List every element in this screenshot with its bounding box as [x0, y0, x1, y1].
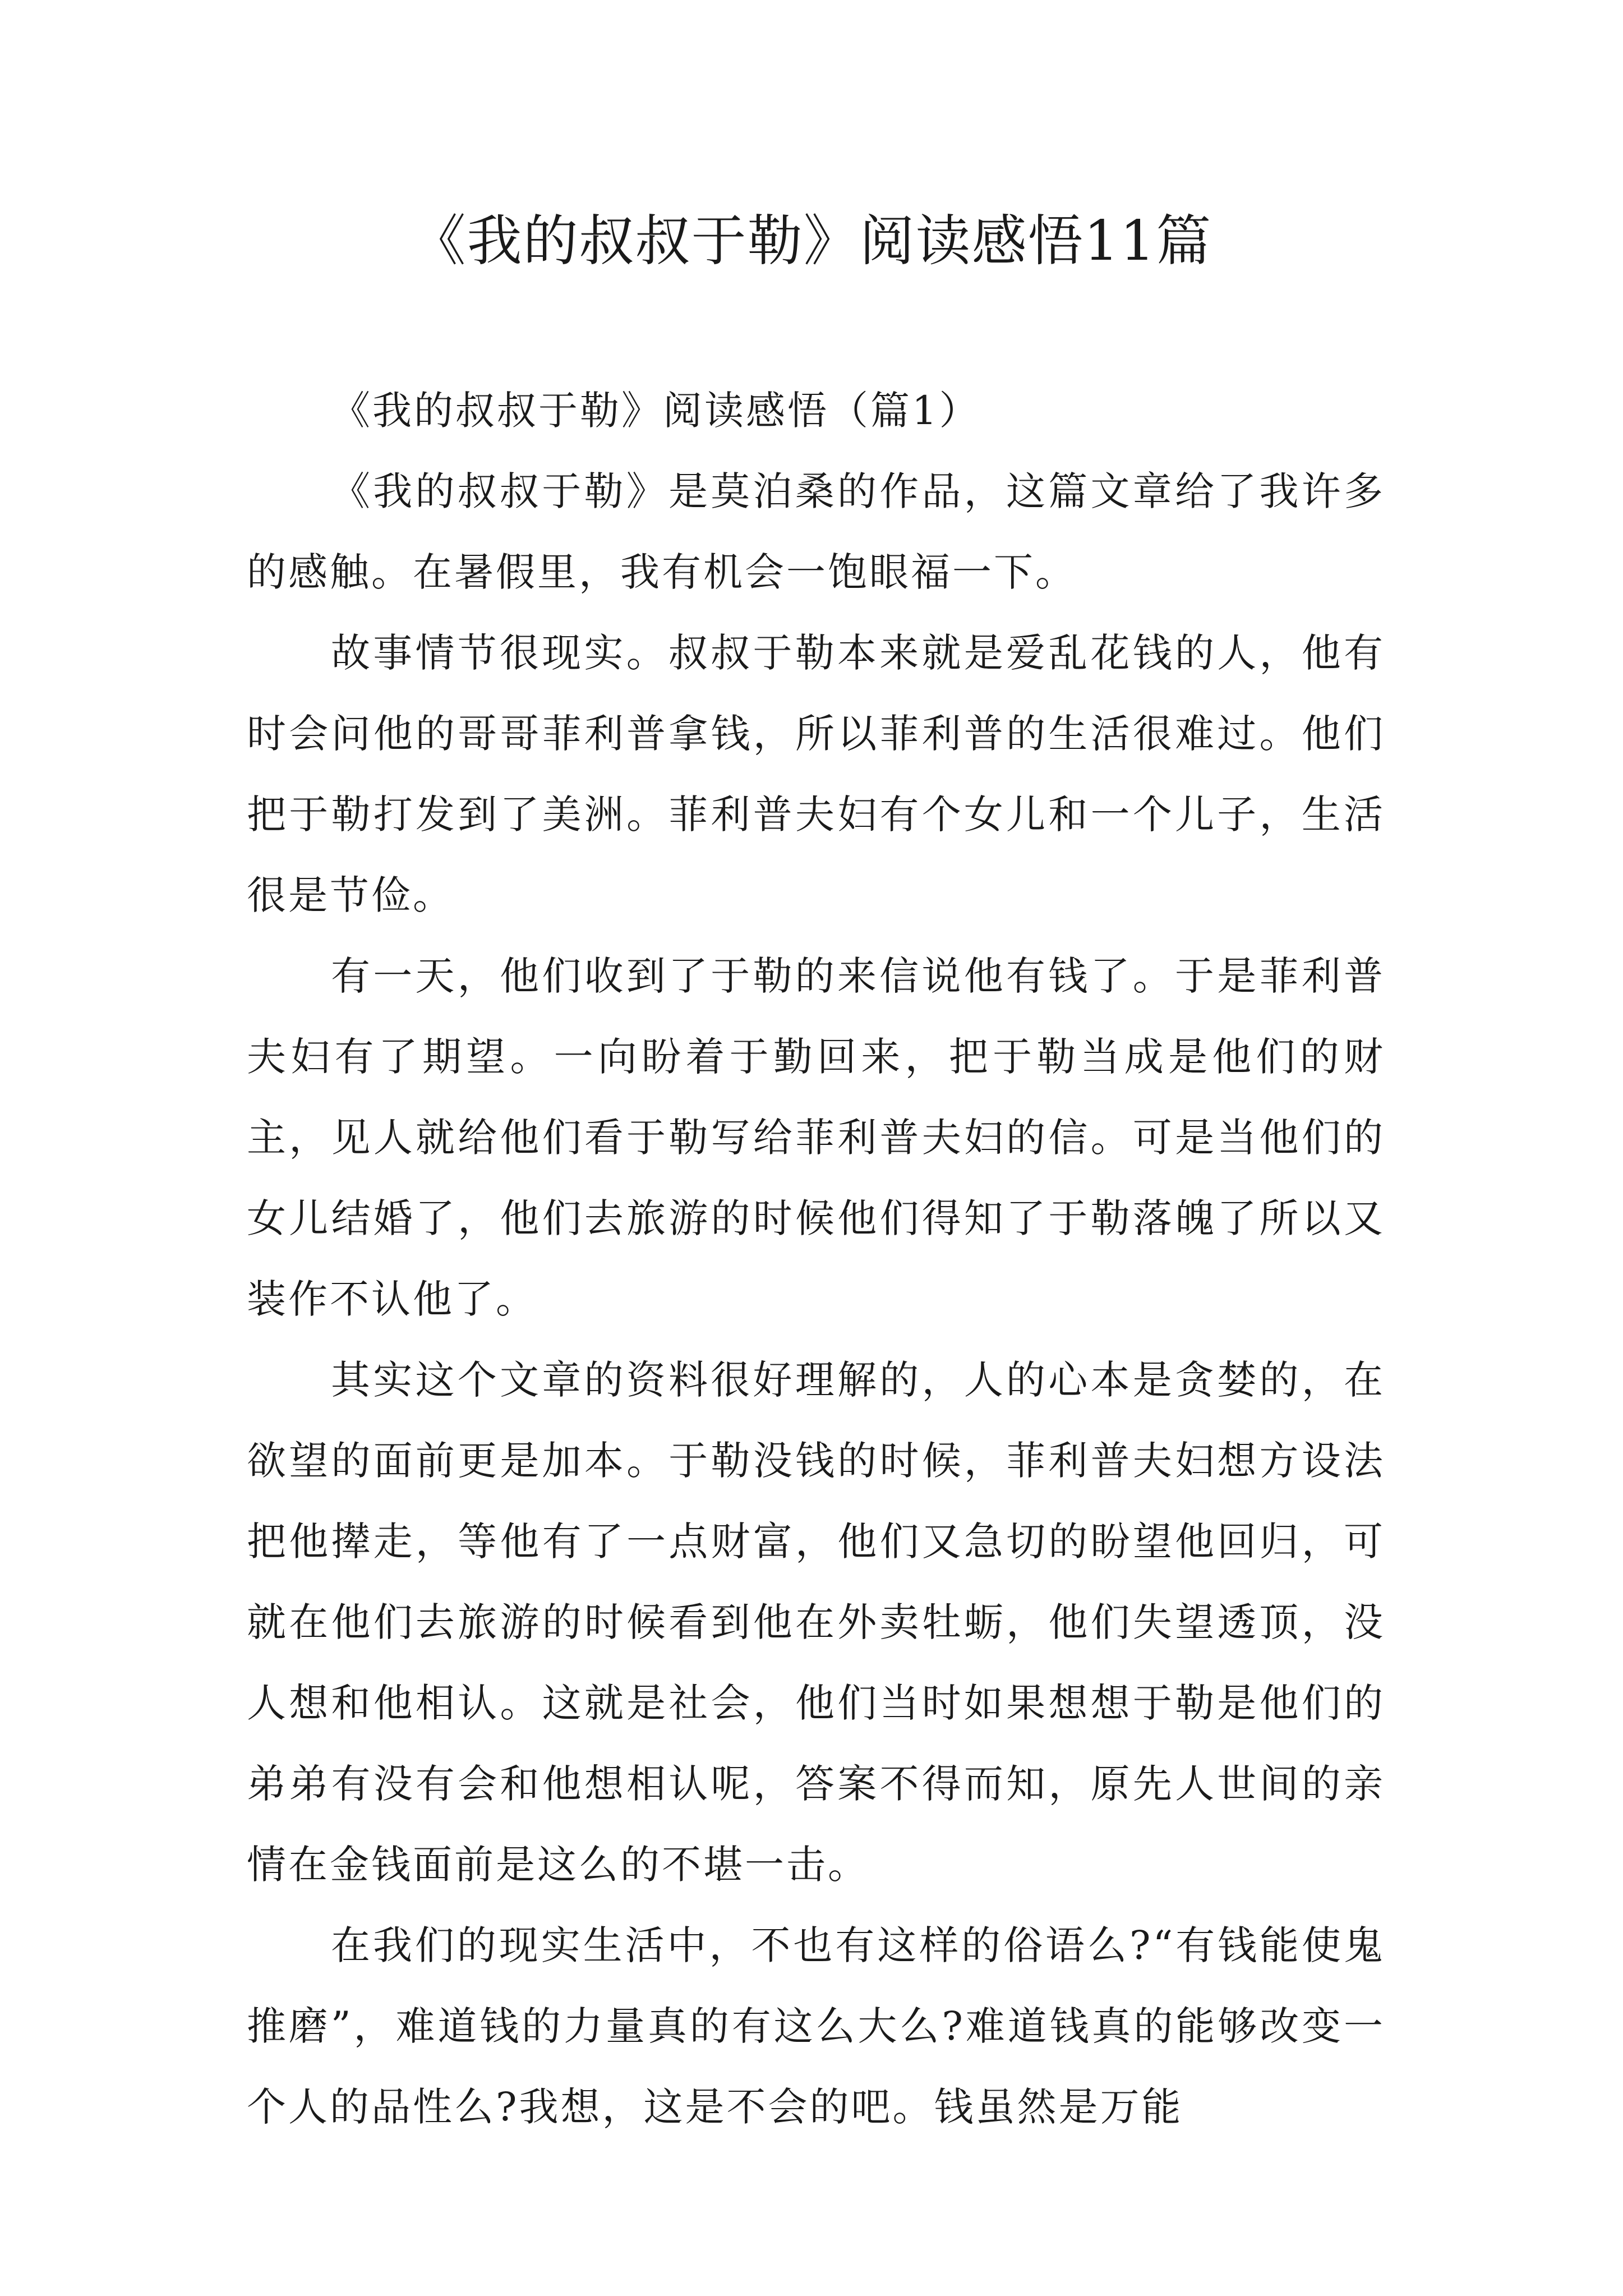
body-paragraph: 有一天，他们收到了于勒的来信说他有钱了。于是菲利普夫妇有了期望。一向盼着于勤回来，把于勒当成是他们的财主，见人就给他们看于勒写给菲利普夫妇的信。可是当他们的女儿结婚了，他们去旅游的时候他们得知了于勒落魄了所以又装作不认他了。 — [247, 953, 1385, 1322]
body-paragraph: 在我们的现实生活中，不也有这样的俗语么?“有钱能使鬼推磨”，难道钱的力量真的有这么大么?难道钱真的能够改变一个人的品性么?我想，这是不会的吧。钱虽然是万能 — [247, 1922, 1385, 2130]
section-heading: 《我的叔叔于勒》阅读感悟（篇1） — [331, 388, 981, 434]
body-paragraph: 《我的叔叔于勒》是莫泊桑的作品，这篇文章给了我许多的感触。在暑假里，我有机会一饱眼福一下。 — [247, 468, 1385, 595]
document-title: 《我的叔叔于勒》阅读感悟11篇 — [411, 209, 1212, 273]
body-paragraph: 其实这个文章的资料很好理解的，人的心本是贪婪的，在欲望的面前更是加本。于勒没钱的时候，菲利普夫妇想方设法把他撵走，等他有了一点财富，他们又急切的盼望他回归，可就在他们去旅游的时候看到他在外卖牡蛎，他们失望透顶，没人想和他相认。这就是社会，他们当时如果想想于勒是他们的弟弟有没有会和他想相认呢，答案不得而知，原先人世间的亲情在金钱面前是这么的不堪一击。 — [247, 1357, 1385, 1888]
body-paragraph: 故事情节很现实。叔叔于勒本来就是爱乱花钱的人，他有时会问他的哥哥菲利普拿钱，所以菲利普的生活很难过。他们把于勒打发到了美洲。菲利普夫妇有个女儿和一个儿子，生活很是节俭。 — [247, 630, 1385, 918]
document-body — [247, 370, 1385, 2147]
